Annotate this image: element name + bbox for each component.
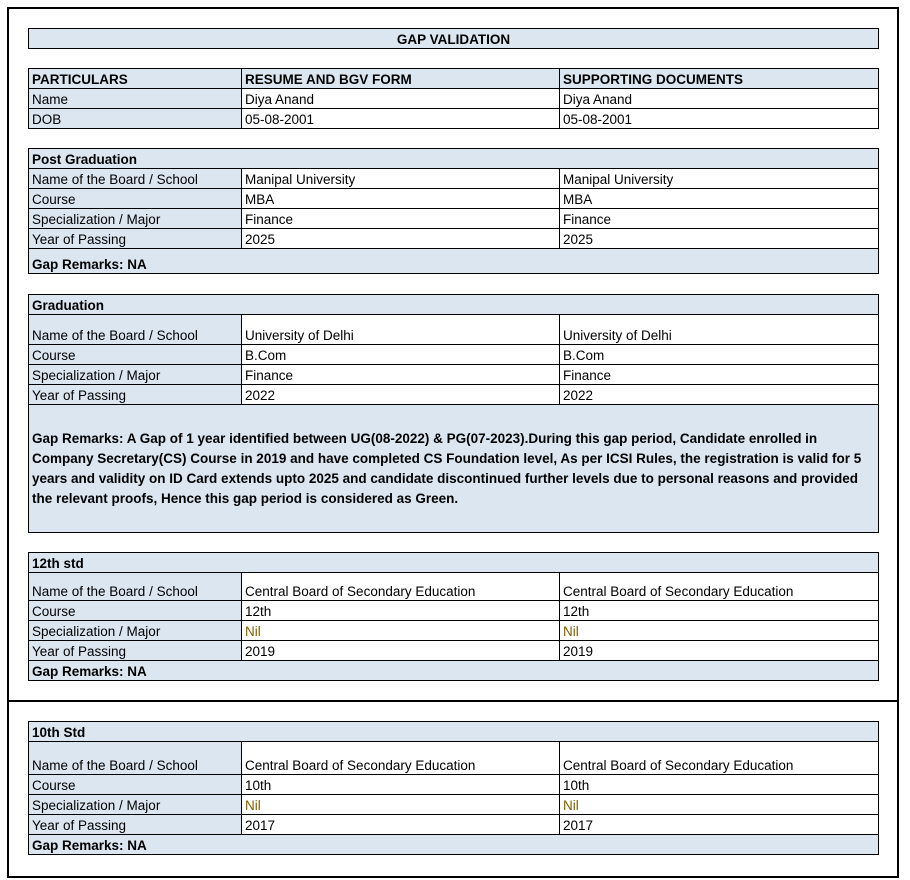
resume-value: Nil bbox=[242, 621, 560, 641]
section-title: Graduation bbox=[29, 295, 879, 315]
page-title: GAP VALIDATION bbox=[29, 29, 879, 49]
docs-value: University of Delhi bbox=[560, 315, 879, 345]
table-row bbox=[29, 621, 879, 641]
section-graduation bbox=[28, 294, 879, 533]
row-label: Name of the Board / School bbox=[29, 573, 242, 601]
resume-value: University of Delhi bbox=[242, 315, 560, 345]
section-post-graduation bbox=[28, 148, 879, 274]
resume-value: Finance bbox=[242, 209, 560, 229]
table-row bbox=[29, 385, 879, 405]
row-label: Name of the Board / School bbox=[29, 742, 242, 775]
row-label: Name of the Board / School bbox=[29, 169, 242, 189]
resume-value: MBA bbox=[242, 189, 560, 209]
docs-value: 12th bbox=[560, 601, 879, 621]
resume-value: Central Board of Secondary Education bbox=[242, 742, 560, 775]
section-title: Post Graduation bbox=[29, 149, 879, 169]
row-label: Specialization / Major bbox=[29, 209, 242, 229]
gap-remarks: Gap Remarks: NA bbox=[29, 835, 879, 855]
row-label: Course bbox=[29, 775, 242, 795]
header-resume: RESUME AND BGV FORM bbox=[242, 69, 560, 89]
title-bar bbox=[28, 28, 879, 49]
docs-value: Finance bbox=[560, 209, 879, 229]
row-label: Course bbox=[29, 601, 242, 621]
table-row bbox=[29, 815, 879, 835]
row-label: Year of Passing bbox=[29, 815, 242, 835]
section-10th-std bbox=[28, 721, 879, 855]
table-row bbox=[29, 209, 879, 229]
row-label: Year of Passing bbox=[29, 385, 242, 405]
resume-value: Manipal University bbox=[242, 169, 560, 189]
resume-value: 2017 bbox=[242, 815, 560, 835]
table-row bbox=[29, 189, 879, 209]
docs-value: Nil bbox=[560, 795, 879, 815]
docs-value: MBA bbox=[560, 189, 879, 209]
table-row bbox=[29, 775, 879, 795]
row-label: Year of Passing bbox=[29, 229, 242, 249]
resume-value: 2025 bbox=[242, 229, 560, 249]
resume-value: 12th bbox=[242, 601, 560, 621]
row-label: Name bbox=[29, 89, 242, 109]
header-docs: SUPPORTING DOCUMENTS bbox=[560, 69, 879, 89]
resume-value: 2022 bbox=[242, 385, 560, 405]
docs-value: B.Com bbox=[560, 345, 879, 365]
row-label: Specialization / Major bbox=[29, 621, 242, 641]
docs-value: 10th bbox=[560, 775, 879, 795]
table-row bbox=[29, 573, 879, 601]
row-label: Year of Passing bbox=[29, 641, 242, 661]
table-row bbox=[29, 315, 879, 345]
section-title: 12th std bbox=[29, 553, 879, 573]
table-row bbox=[29, 365, 879, 385]
table-row bbox=[29, 229, 879, 249]
table-row bbox=[29, 89, 879, 109]
table-row bbox=[29, 109, 879, 129]
section-12th-std bbox=[28, 552, 879, 681]
particulars-table bbox=[28, 68, 879, 129]
docs-value: Central Board of Secondary Education bbox=[560, 573, 879, 601]
row-label: Course bbox=[29, 189, 242, 209]
row-label: Name of the Board / School bbox=[29, 315, 242, 345]
docs-value: Nil bbox=[560, 621, 879, 641]
docs-value: 2019 bbox=[560, 641, 879, 661]
row-label: DOB bbox=[29, 109, 242, 129]
gap-remarks: Gap Remarks: A Gap of 1 year identified between UG(08-2022) & PG(07-2023).During this gap period, Candidate enrolled in Company Secretary(CS) Course in 2019 and have completed CS Foundation level, As per ICSI Rules, the registration is valid for 5 years and validity on ID Card extends upto 2025 and candidate discontinued further levels due to personal reasons and provided the relevant proofs, Hence this gap period is considered as Green. bbox=[29, 405, 879, 533]
resume-value: 2019 bbox=[242, 641, 560, 661]
docs-value: 05-08-2001 bbox=[560, 109, 879, 129]
row-label: Specialization / Major bbox=[29, 365, 242, 385]
header-particulars: PARTICULARS bbox=[29, 69, 242, 89]
resume-value: Central Board of Secondary Education bbox=[242, 573, 560, 601]
table-row bbox=[29, 345, 879, 365]
resume-value: Finance bbox=[242, 365, 560, 385]
docs-value: 2025 bbox=[560, 229, 879, 249]
docs-value: Central Board of Secondary Education bbox=[560, 742, 879, 775]
section-title: 10th Std bbox=[29, 722, 879, 742]
gap-remarks: Gap Remarks: NA bbox=[29, 661, 879, 681]
resume-value: B.Com bbox=[242, 345, 560, 365]
table-row bbox=[29, 601, 879, 621]
table-row bbox=[29, 795, 879, 815]
docs-value: Finance bbox=[560, 365, 879, 385]
resume-value: Diya Anand bbox=[242, 89, 560, 109]
resume-value: Nil bbox=[242, 795, 560, 815]
table-row bbox=[29, 641, 879, 661]
resume-value: 05-08-2001 bbox=[242, 109, 560, 129]
docs-value: 2022 bbox=[560, 385, 879, 405]
resume-value: 10th bbox=[242, 775, 560, 795]
gap-remarks: Gap Remarks: NA bbox=[29, 249, 879, 274]
row-label: Course bbox=[29, 345, 242, 365]
docs-value: 2017 bbox=[560, 815, 879, 835]
docs-value: Manipal University bbox=[560, 169, 879, 189]
docs-value: Diya Anand bbox=[560, 89, 879, 109]
table-row bbox=[29, 742, 879, 775]
row-label: Specialization / Major bbox=[29, 795, 242, 815]
table-row bbox=[29, 169, 879, 189]
